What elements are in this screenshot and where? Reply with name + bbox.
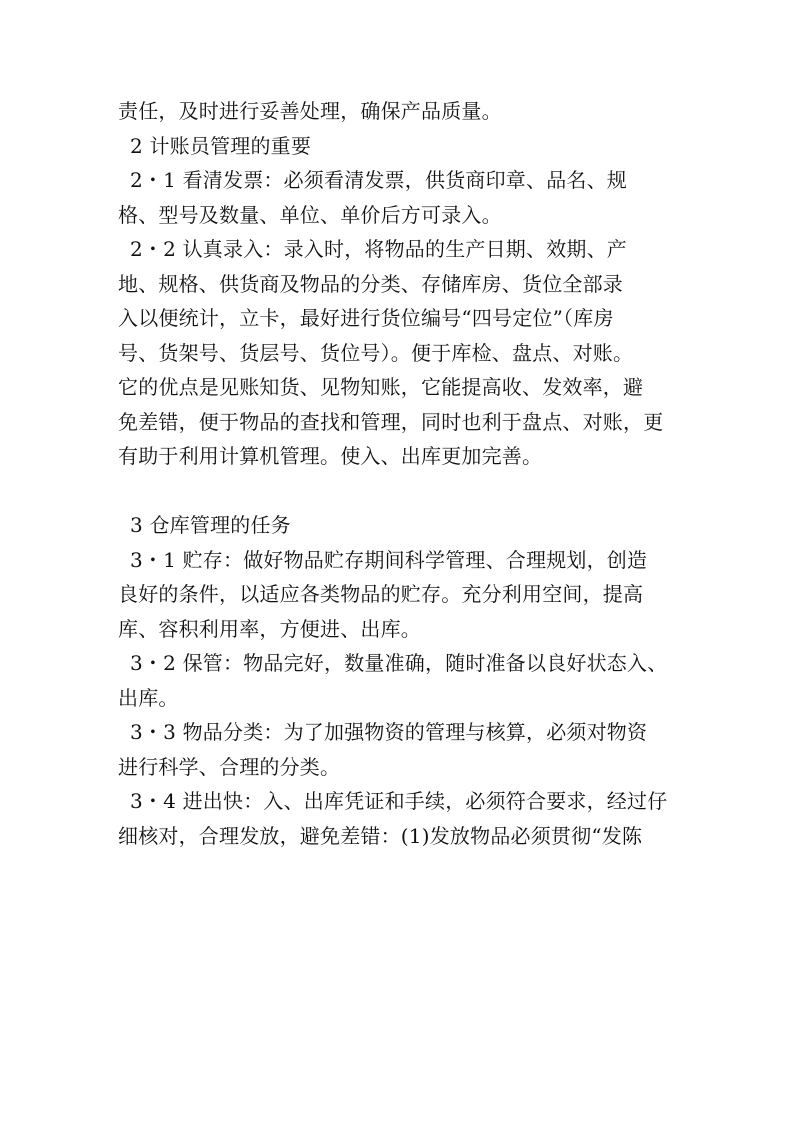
document-body: [118, 94, 680, 853]
text-line: 库、容积利用率，方便进、出库。: [118, 616, 421, 641]
text-line: 良好的条件，以适应各类物品的贮存。充分利用空间，提高: [118, 582, 644, 606]
text-line: 2・1 看清发票：必须看清发票，供货商印章、品名、规: [130, 168, 628, 192]
text-line: 3・3 物品分类：为了加强物资的管理与核算，必须对物资: [130, 720, 648, 744]
text-line: 格、型号及数量、单位、单价后方可录入。: [118, 202, 502, 227]
section-heading: 2 计账员管理的重要: [130, 133, 312, 158]
text-line: 入以便统计，立卡，最好进行货位编号“四号定位”（库房: [118, 306, 614, 330]
text-line: 免差错，便于物品的查找和管理，同时也利于盘点、对账，更: [118, 409, 664, 434]
text-line: 有助于利用计算机管理。使入、出库更加完善。: [118, 444, 543, 468]
text-line: 地、规格、供货商及物品的分类、存储库房、货位全部录: [118, 271, 623, 296]
text-line: 细核对，合理发放，避免差错：(1)发放物品必须贯彻“发陈: [118, 823, 643, 848]
text-line: 3・2 保管：物品完好，数量准确，随时准备以良好状态入、: [130, 651, 668, 675]
text-line: 责任，及时进行妥善处理，确保产品质量。: [118, 99, 502, 123]
text-line: 号、货架号、货层号、货位号）。便于库检、盘点、对账。: [118, 340, 634, 365]
text-line: 3・4 进出快：入、出库凭证和手续，必须符合要求，经过仔: [130, 789, 668, 813]
text-line: 2・2 认真录入：录入时，将物品的生产日期、效期、产: [130, 237, 628, 261]
text-line: 它的优点是见账知货、见物知账，它能提高收、发效率，避: [118, 375, 644, 399]
text-line: 出库。: [118, 685, 179, 710]
paragraph-gap: [118, 474, 680, 509]
section-heading: 3 仓库管理的任务: [130, 513, 291, 537]
text-line: 进行科学、合理的分类。: [118, 754, 341, 779]
text-line: 3・1 贮存：做好物品贮存期间科学管理、合理规划，创造: [130, 547, 648, 572]
